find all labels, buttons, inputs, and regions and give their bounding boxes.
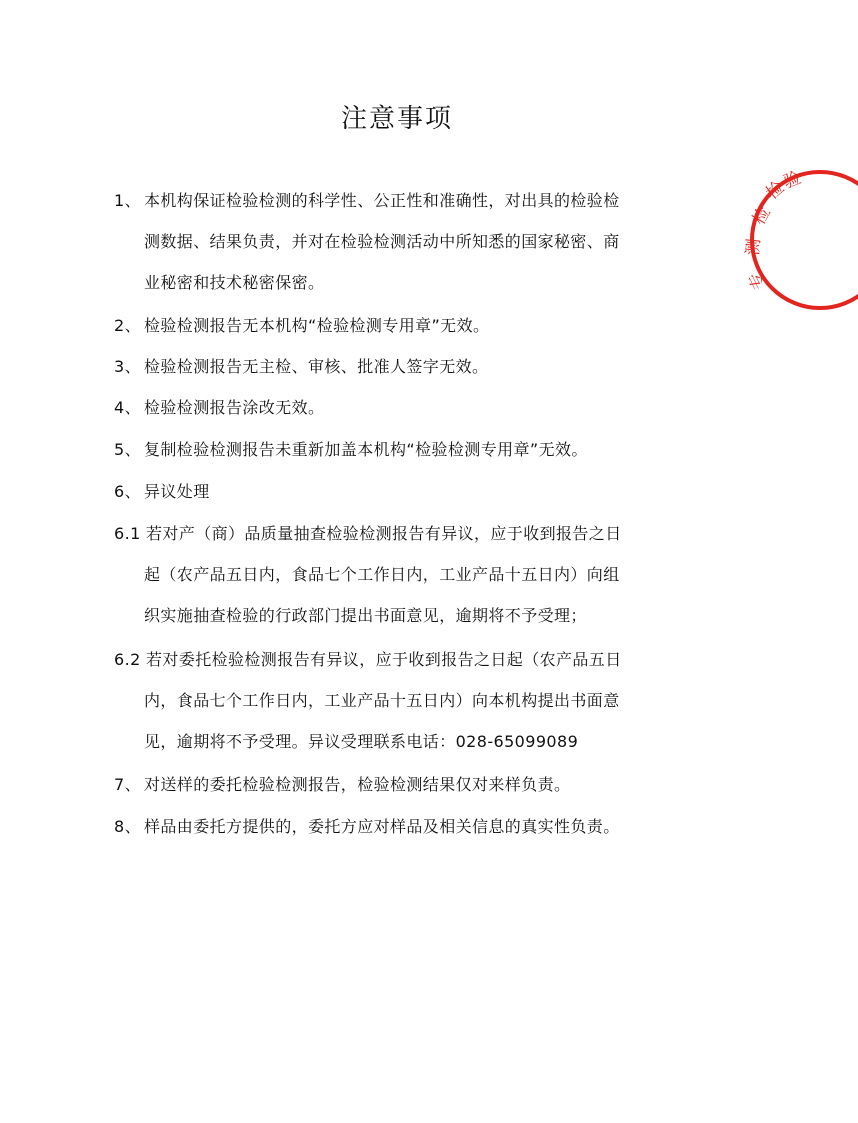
item-number: 4、 [114, 398, 141, 417]
item-number: 6.1 [114, 524, 141, 543]
item-text-line: 业秘密和技术秘密保密。 [144, 273, 325, 292]
notice-item-1 [114, 180, 694, 303]
svg-text:检: 检 [749, 203, 775, 229]
svg-text:测: 测 [743, 237, 765, 257]
item-text-line: 织实施抽查检验的行政部门提出书面意见，逾期将不予受理； [144, 606, 587, 625]
item-text-line: 内，食品七个工作日内，工业产品十五日内）向本机构提出书面意 [144, 691, 620, 710]
item-text-line: 复制检验检测报告未重新加盖本机构“检验检测专用章”无效。 [144, 440, 588, 459]
item-text-line: 起（农产品五日内，食品七个工作日内，工业产品十五日内）向组 [144, 565, 620, 584]
item-text-line: 检验检测报告无本机构“检验检测专用章”无效。 [144, 316, 490, 335]
item-text-line: 若对产（商）品质量抽查检验检测报告有异议，应于收到报告之日 [146, 524, 622, 543]
svg-text:检: 检 [762, 177, 789, 204]
item-text-line: 检验检测报告无主检、审核、批准人签字无效。 [144, 357, 489, 376]
item-text-line: 样品由委托方提供的，委托方应对样品及相关信息的真实性负责。 [144, 817, 620, 836]
item-text-line: 测数据、结果负责，并对在检验检测活动中所知悉的国家秘密、商 [144, 232, 620, 251]
item-text-line: 若对委托检验检测报告有异议，应于收到报告之日起（农产品五日 [146, 650, 622, 669]
notice-item-2 [114, 305, 694, 346]
svg-text:专: 专 [745, 268, 771, 293]
notice-item-7 [114, 764, 694, 805]
item-number: 8、 [114, 817, 141, 836]
item-text-line: 检验检测报告涂改无效。 [144, 398, 325, 417]
notice-item-4 [114, 387, 694, 428]
notice-item-8 [114, 806, 694, 847]
item-number: 2、 [114, 316, 141, 335]
item-text-line: 对送样的委托检验检测报告，检验检测结果仅对来样负责。 [144, 775, 571, 794]
item-text-line: 本机构保证检验检测的科学性、公正性和准确性，对出具的检验检 [144, 191, 620, 210]
notice-item-6-1 [114, 513, 694, 636]
item-number: 7、 [114, 775, 141, 794]
item-number: 6、 [114, 482, 141, 501]
notice-item-6 [114, 471, 694, 512]
item-number: 6.2 [114, 650, 141, 669]
item-text-line: 异议处理 [144, 482, 210, 501]
page-title: 注意事项 [340, 104, 453, 134]
item-number: 3、 [114, 357, 141, 376]
notice-item-3 [114, 346, 694, 387]
item-number: 1、 [114, 191, 141, 210]
svg-text:验: 验 [780, 168, 804, 193]
notice-item-5 [114, 429, 694, 470]
item-text-line: 见，逾期将不予受理。异议受理联系电话：028-65099089 [144, 732, 579, 751]
item-number: 5、 [114, 440, 141, 459]
notice-item-6-2 [114, 639, 694, 762]
official-seal-stamp [738, 160, 858, 320]
